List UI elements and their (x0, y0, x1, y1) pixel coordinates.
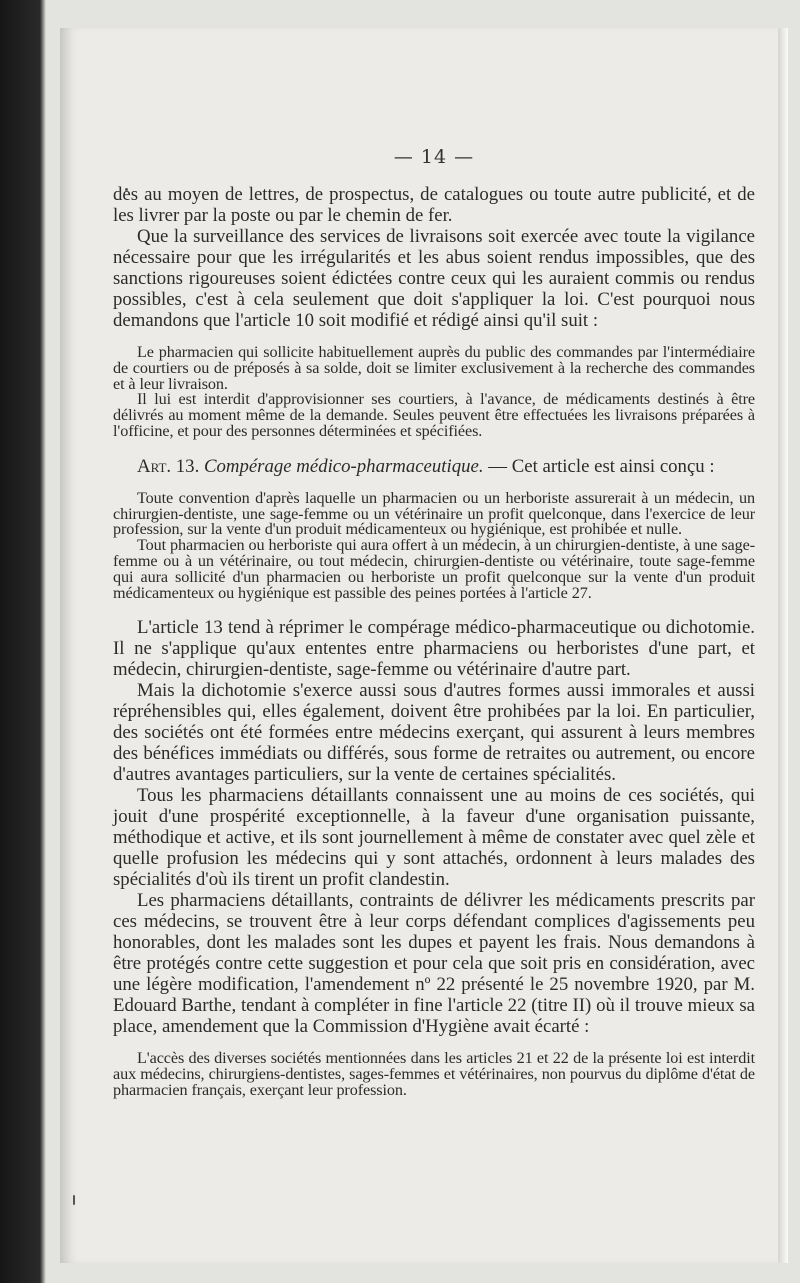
article-heading-rest: — Cet article est ainsi conçu : (483, 455, 715, 477)
article-heading (113, 456, 755, 477)
paragraph: Que la surveillance des services de livraisons soit exercée avec toute la vigilance nécessaire pour que les irrégularités et les abus soient rendus impossibles, que des sanctions rigoureuses soient édictées contre ceux qui les auraient commis ou rendus possibles, c'est à cela seulement que doit s'appliquer la loi. C'est pourquoi nous demandons que l'article 10 soit modifié et rédigé ainsi qu'il suit : (113, 226, 755, 331)
quote-paragraph: Le pharmacien qui sollicite habituellement auprès du public des commandes par l'intermédiaire de courtiers ou de préposés à sa solde, doit se limiter exclusivement à la recherche des commandes et à leur livraison. (113, 343, 755, 393)
quote-paragraph: L'accès des diverses sociétés mentionnées dans les articles 21 et 22 de la présente loi est interdit aux médecins, chirurgiens-dentistes, sages-femmes et vétérinaires, non pourvus du diplôme d'état de pharmacien français, exerçant leur profession. (113, 1049, 755, 1099)
paragraph: L'article 13 tend à réprimer le compérage médico-pharmaceutique ou dichotomie. Il ne s'applique qu'aux ententes entre pharmaciens ou herboristes d'une part, et médecin, chirurgien-dentiste, sage-femme ou vétérinaire d'autre part. (113, 617, 755, 681)
paragraph: Les pharmaciens détaillants, contraints de délivrer les médicaments prescrits par ces médecins, se trouvent être à leur corps défendant complices d'agissements peu honorables, dont les malades sont les dupes et payent les frais. Nous demandons à être protégés contre cette suggestion et pour cela que soit pris en considération, avec une légère modification, l'amendement nº 22 présenté le 25 novembre 1920, par M. Edouard Barthe, tendant à compléter in fine l'article 22 (titre II) où il trouve mieux sa place, amendement que la Commission d'Hygiène avait écarté : (113, 890, 755, 1038)
quote-paragraph: Toute convention d'après laquelle un pharmacien ou un herboriste assurerait à un médecin, un chirurgien-dentiste, une sage-femme ou un vétérinaire un profit quelconque, dans l'exercice de leur profession, sur la vente d'un produit médicamenteux ou hygiénique, est prohibée et nulle. (113, 488, 755, 539)
page-text (113, 146, 755, 1115)
paragraph: Mais la dichotomie s'exerce aussi sous d'autres formes aussi immorales et aussi répréhensibles qui, elles également, doivent être prohibées par la loi. En particulier, des sociétés ont été formées entre médecins exerçant, qui assurent à leurs membres des bénéfices immédiats ou différés, sous forme de retraites ou autrement, ou encore d'autres avantages particuliers, sur la vente de certaines spécialités. (113, 680, 755, 786)
article-label: Art. 13. (137, 455, 200, 477)
page-number: — 14 — (393, 146, 475, 168)
quote-paragraph: Tout pharmacien ou herboriste qui aura offert à un médecin, à un chirurgien-dentiste, à une sage-femme ou à un vétérinaire, ou tout médecin, chirurgien-dentiste ou vétérinaire, toute sage-femme qui aura sollicité d'un pharmacien ou herboriste un profit quelconque sur la vente d'un produit médicamenteux ou hygiénique est passible des peines portées à l'article 27. (113, 536, 755, 602)
paragraph: des au moyen de lettres, de prospectus, de catalogues ou toute autre publicité, et de les livrer par la poste ou par le chemin de fer. (113, 184, 755, 226)
article-title: Compérage médico-pharmaceutique. (203, 455, 484, 477)
quoted-law-text (113, 1051, 755, 1098)
paragraph: Tous les pharmaciens détaillants connaissent une au moins de ces sociétés, qui jouit d'une prospérité exceptionnelle, à la faveur d'une organisation puissante, méthodique et active, et ils sont journellement à même de constater avec quel zèle et quelle profusion les médecins qui y sont attachés, ordonnent à leurs malades des spécialités d'où ils tirent un profit clandestin. (113, 785, 755, 891)
scan-speck (73, 1195, 75, 1205)
quote-paragraph: Il lui est interdit d'approvisionner ses courtiers, à l'avance, de médicaments destinés à être délivrés au moment même de la demande. Seules peuvent être effectuées les livraisons préparées à l'officine, et pour des personnes déterminées et spécifiées. (113, 390, 755, 440)
page-edge (778, 28, 788, 1263)
quoted-law-text (113, 488, 755, 602)
quoted-law-text (113, 345, 755, 440)
